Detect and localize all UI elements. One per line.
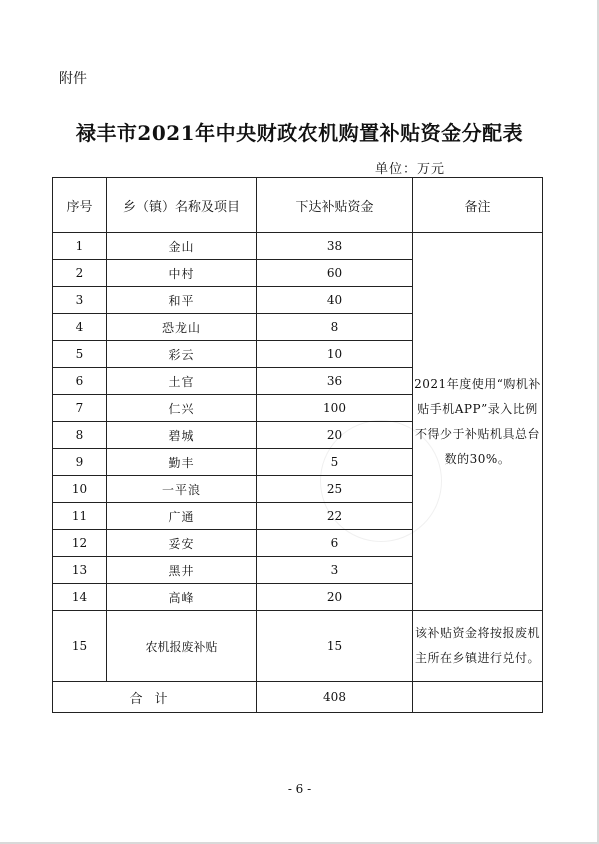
row-name: 金山 — [107, 233, 257, 260]
total-row — [53, 682, 543, 713]
row-no: 2 — [53, 260, 107, 287]
row-name: 碧城 — [107, 422, 257, 449]
row-amount: 20 — [257, 422, 413, 449]
row-amount: 5 — [257, 449, 413, 476]
row-amount: 3 — [257, 557, 413, 584]
row-no: 15 — [53, 611, 107, 682]
row-name: 妥安 — [107, 530, 257, 557]
row-name: 勤丰 — [107, 449, 257, 476]
row-name: 一平浪 — [107, 476, 257, 503]
row-name: 黑井 — [107, 557, 257, 584]
table-row — [53, 233, 543, 260]
table-row — [53, 611, 543, 682]
row-no: 10 — [53, 476, 107, 503]
row-name: 土官 — [107, 368, 257, 395]
row-amount: 60 — [257, 260, 413, 287]
header-amount: 下达补贴资金 — [257, 178, 413, 233]
header-name: 乡（镇）名称及项目 — [107, 178, 257, 233]
row-amount: 36 — [257, 368, 413, 395]
row-name: 彩云 — [107, 341, 257, 368]
row-name: 中村 — [107, 260, 257, 287]
row-name: 高峰 — [107, 584, 257, 611]
row-amount: 100 — [257, 395, 413, 422]
row-name: 仁兴 — [107, 395, 257, 422]
row-amount: 22 — [257, 503, 413, 530]
row-amount: 6 — [257, 530, 413, 557]
row-amount: 8 — [257, 314, 413, 341]
row-name: 和平 — [107, 287, 257, 314]
row-no: 11 — [53, 503, 107, 530]
row-name: 广通 — [107, 503, 257, 530]
row-amount: 25 — [257, 476, 413, 503]
row-amount: 40 — [257, 287, 413, 314]
attachment-label: 附件 — [59, 71, 87, 87]
row-no: 4 — [53, 314, 107, 341]
total-amount: 408 — [257, 682, 413, 713]
row-no: 6 — [53, 368, 107, 395]
unit-label: 单位：万元 — [375, 162, 446, 177]
row-no: 1 — [53, 233, 107, 260]
row-no: 8 — [53, 422, 107, 449]
row-name: 农机报废补贴 — [107, 611, 257, 682]
header-no: 序号 — [53, 178, 107, 233]
row-no: 12 — [53, 530, 107, 557]
row-amount: 38 — [257, 233, 413, 260]
document-title: 禄丰市2021年中央财政农机购置补贴资金分配表 — [75, 121, 524, 145]
row-amount: 20 — [257, 584, 413, 611]
row-note: 该补贴资金将按报废机主所在乡镇进行兑付。 — [413, 611, 543, 682]
row-no: 3 — [53, 287, 107, 314]
page-number: - 6 - — [287, 782, 312, 796]
table-header-row — [53, 178, 543, 233]
row-no: 7 — [53, 395, 107, 422]
allocation-table — [52, 177, 543, 713]
note-rows-1-14: 2021年度使用“购机补贴手机APP”录入比例不得少于补贴机具总台数的30%。 — [413, 233, 543, 611]
row-no: 13 — [53, 557, 107, 584]
header-note: 备注 — [413, 178, 543, 233]
row-no: 9 — [53, 449, 107, 476]
row-amount: 15 — [257, 611, 413, 682]
row-no: 5 — [53, 341, 107, 368]
row-no: 14 — [53, 584, 107, 611]
total-label: 合计 — [53, 682, 257, 713]
row-amount: 10 — [257, 341, 413, 368]
row-name: 恐龙山 — [107, 314, 257, 341]
total-note-empty — [413, 682, 543, 713]
